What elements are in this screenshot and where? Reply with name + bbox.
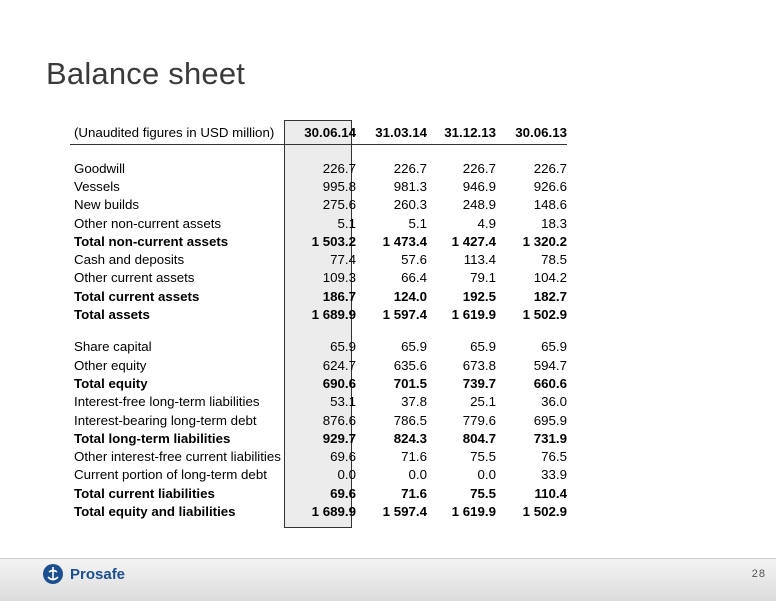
table-row (70, 484, 567, 502)
cell-value: 77.4 (330, 252, 356, 268)
row-label: Share capital (74, 339, 152, 355)
table-row (70, 374, 567, 392)
cell-value: 78.5 (541, 252, 567, 268)
cell-value: 0.0 (337, 467, 356, 483)
cell-value: 876.6 (322, 412, 356, 428)
cell-value: 124.0 (393, 288, 427, 304)
cell-value: 594.7 (533, 357, 567, 373)
row-label: Vessels (74, 178, 120, 194)
cell-value: 1 473.4 (382, 233, 427, 249)
cell-value: 36.0 (541, 394, 567, 410)
cell-value: 1 502.9 (522, 307, 567, 323)
row-label: Other current assets (74, 270, 195, 286)
cell-value: 192.5 (462, 288, 496, 304)
cell-value: 701.5 (393, 375, 427, 391)
column-header: 30.06.13 (499, 120, 567, 145)
table-row (70, 269, 567, 287)
cell-value: 65.9 (330, 339, 356, 355)
row-label: Total long-term liabilities (74, 430, 231, 446)
cell-value: 995.8 (322, 178, 356, 194)
cell-value: 186.7 (322, 288, 356, 304)
cell-value: 18.3 (541, 215, 567, 231)
cell-value: 226.7 (462, 160, 496, 176)
table-row (70, 177, 567, 195)
table-row (70, 232, 567, 250)
cell-value: 104.2 (533, 270, 567, 286)
cell-value: 226.7 (533, 160, 567, 176)
cell-value: 1 320.2 (522, 233, 567, 249)
cell-value: 731.9 (533, 430, 567, 446)
cell-value: 53.1 (330, 394, 356, 410)
cell-value: 695.9 (533, 412, 567, 428)
table-row (70, 466, 567, 484)
cell-value: 69.6 (330, 485, 356, 501)
table-row (70, 356, 567, 374)
cell-value: 1 619.9 (451, 307, 496, 323)
table-header-row (70, 120, 567, 145)
cell-value: 226.7 (322, 160, 356, 176)
cell-value: 66.4 (401, 270, 427, 286)
page-title: Balance sheet (46, 56, 246, 91)
table-row (70, 429, 567, 447)
cell-value: 109.3 (322, 270, 356, 286)
cell-value: 804.7 (462, 430, 496, 446)
cell-value: 1 619.9 (451, 503, 496, 519)
cell-value: 690.6 (322, 375, 356, 391)
row-label: Goodwill (74, 160, 125, 176)
cell-value: 226.7 (393, 160, 427, 176)
cell-value: 635.6 (393, 357, 427, 373)
column-header: 30.06.14 (288, 120, 359, 145)
cell-value: 275.6 (322, 197, 356, 213)
cell-value: 786.5 (393, 412, 427, 428)
cell-value: 673.8 (462, 357, 496, 373)
row-label: Other interest-free current liabilities (74, 449, 281, 465)
cell-value: 1 503.2 (311, 233, 356, 249)
row-label: Total equity and liabilities (74, 503, 236, 519)
cell-value: 660.6 (533, 375, 567, 391)
table-row (70, 196, 567, 214)
row-label: Total non-current assets (74, 233, 229, 249)
column-header: 31.03.14 (359, 120, 430, 145)
row-label: Cash and deposits (74, 252, 185, 268)
cell-value: 37.8 (401, 394, 427, 410)
table-row (70, 447, 567, 465)
row-label: New builds (74, 197, 140, 213)
row-label: Current portion of long-term debt (74, 467, 267, 483)
balance-sheet-table (70, 120, 567, 521)
page-number: 28 (751, 568, 766, 580)
cell-value: 5.1 (408, 215, 427, 231)
spacer-row (70, 324, 567, 338)
cell-value: 1 689.9 (311, 503, 356, 519)
cell-value: 57.6 (401, 252, 427, 268)
row-label: Total current assets (74, 288, 200, 304)
spacer-row (70, 145, 567, 160)
cell-value: 110.4 (534, 485, 567, 501)
cell-value: 981.3 (393, 178, 427, 194)
column-header: 31.12.13 (430, 120, 499, 145)
cell-value: 1 502.9 (522, 503, 567, 519)
table-row (70, 411, 567, 429)
cell-value: 929.7 (322, 430, 356, 446)
cell-value: 739.7 (462, 375, 496, 391)
row-label: Other non-current assets (74, 215, 222, 231)
row-label: Total current liabilities (74, 485, 215, 501)
cell-value: 69.6 (330, 449, 356, 465)
cell-value: 824.3 (393, 430, 427, 446)
row-label: Total equity (74, 375, 148, 391)
table-row (70, 305, 567, 323)
table-row (70, 338, 567, 356)
table-row (70, 250, 567, 268)
cell-value: 624.7 (322, 357, 356, 373)
cell-value: 1 597.4 (382, 503, 427, 519)
cell-value: 4.9 (477, 215, 496, 231)
cell-value: 71.6 (401, 485, 427, 501)
cell-value: 76.5 (541, 449, 567, 465)
cell-value: 926.6 (533, 178, 567, 194)
cell-value: 71.6 (401, 449, 427, 465)
row-label: Interest-bearing long-term debt (74, 412, 257, 428)
cell-value: 65.9 (541, 339, 567, 355)
cell-value: 0.0 (477, 467, 496, 483)
row-label: Total assets (74, 307, 150, 323)
cell-value: 248.9 (462, 197, 496, 213)
row-label: Interest-free long-term liabilities (74, 394, 260, 410)
cell-value: 79.1 (470, 270, 496, 286)
table-header-label: (Unaudited figures in USD million) (70, 120, 288, 145)
prosafe-logo-icon (42, 563, 64, 585)
cell-value: 0.0 (408, 467, 427, 483)
cell-value: 1 427.4 (451, 233, 496, 249)
brand-name: Prosafe (70, 566, 126, 583)
table-row (70, 214, 567, 232)
cell-value: 75.5 (470, 449, 496, 465)
cell-value: 946.9 (462, 178, 496, 194)
cell-value: 5.1 (337, 215, 356, 231)
row-label: Other equity (74, 357, 147, 373)
table-row (70, 393, 567, 411)
cell-value: 65.9 (401, 339, 427, 355)
cell-value: 1 689.9 (311, 307, 356, 323)
cell-value: 148.6 (533, 197, 567, 213)
cell-value: 65.9 (470, 339, 496, 355)
table-row (70, 159, 567, 177)
table-row (70, 287, 567, 305)
cell-value: 113.4 (463, 252, 496, 268)
cell-value: 33.9 (541, 467, 567, 483)
cell-value: 25.1 (470, 394, 496, 410)
cell-value: 1 597.4 (382, 307, 427, 323)
table-row (70, 502, 567, 520)
cell-value: 182.7 (533, 288, 567, 304)
cell-value: 260.3 (393, 197, 427, 213)
cell-value: 75.5 (470, 485, 496, 501)
cell-value: 779.6 (462, 412, 496, 428)
